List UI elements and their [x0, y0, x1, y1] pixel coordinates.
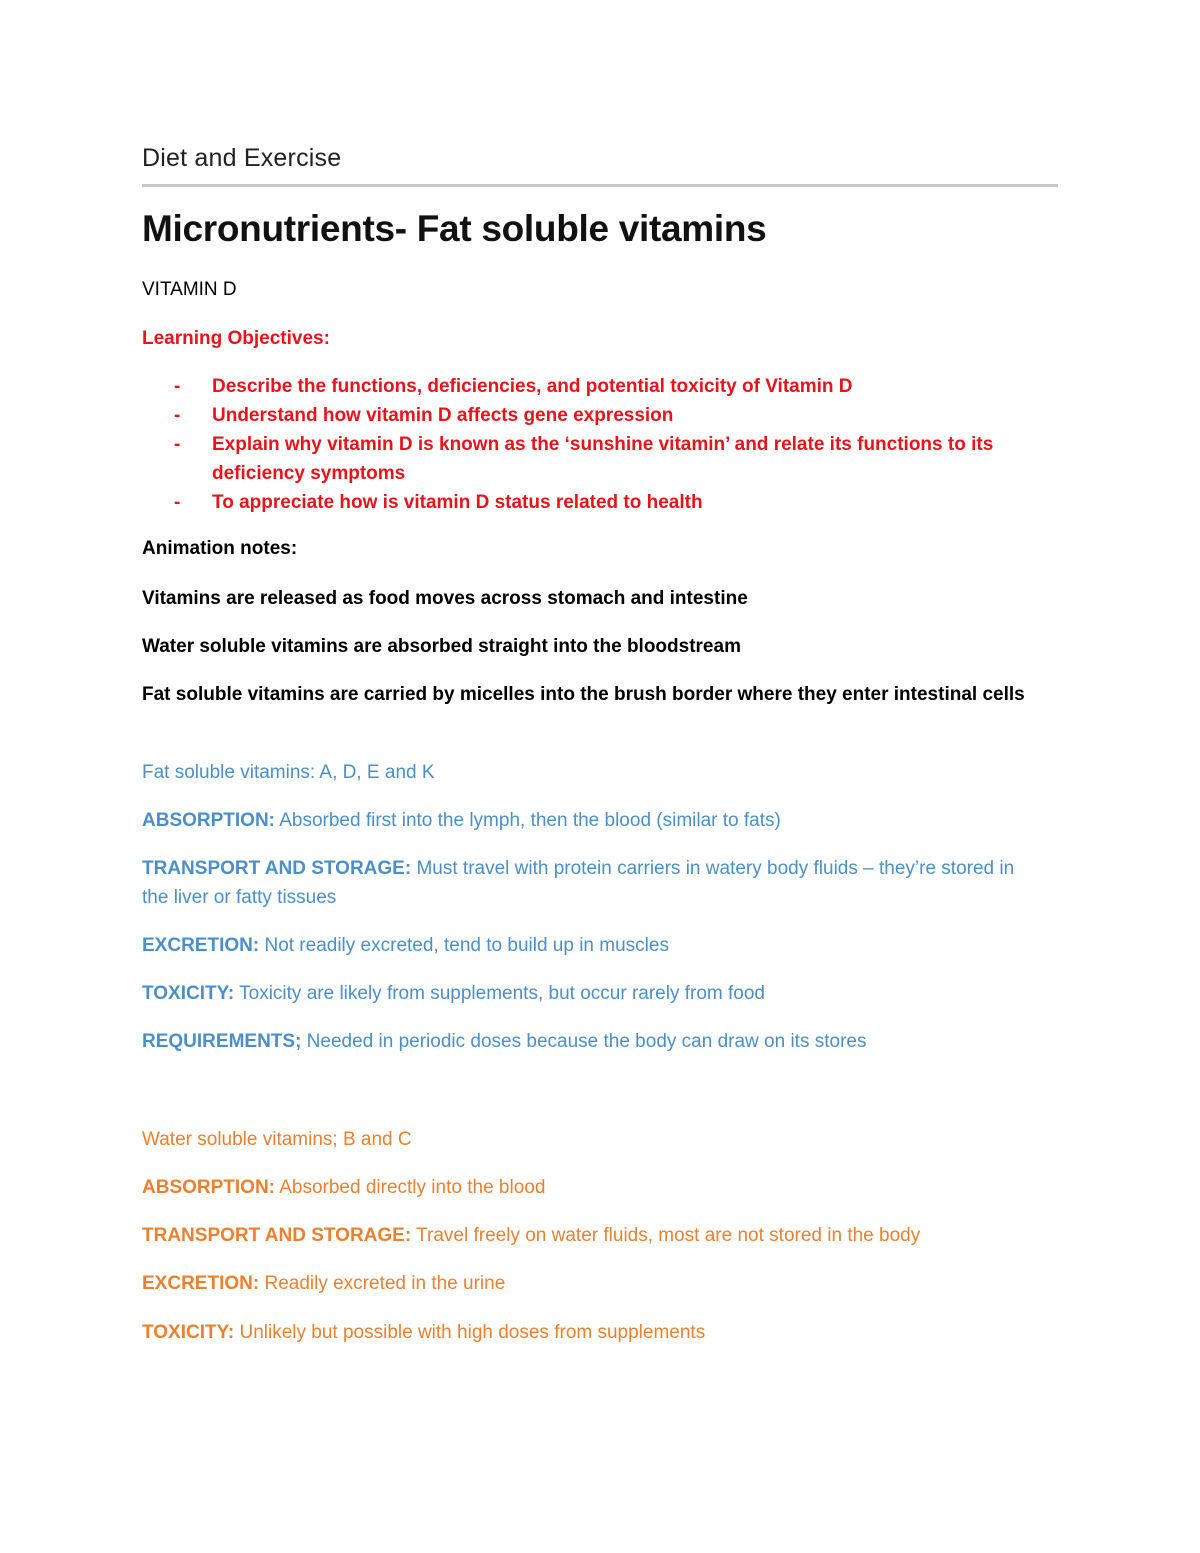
- fat-soluble-row: [142, 1027, 1058, 1056]
- objectives-heading: Learning Objectives:: [142, 328, 330, 349]
- water-soluble-row: [142, 1173, 1058, 1202]
- bullet-dash: -: [174, 405, 181, 426]
- objective-item: [142, 401, 1058, 430]
- section-label: VITAMIN D: [142, 279, 237, 300]
- fat-soluble-row: [142, 806, 1058, 835]
- objective-text: Explain why vitamin D is known as the ‘sunshine vitamin’ and relate its functions to its deficiency symptoms: [212, 434, 994, 484]
- animation-note: Fat soluble vitamins are carried by micelles into the brush border where they enter intestinal cells: [142, 684, 1025, 705]
- fat-soluble-row: [142, 931, 1058, 960]
- row-text: Toxicity are likely from supplements, but occur rarely from food: [234, 983, 765, 1004]
- row-text: Needed in periodic doses because the body can draw on its stores: [301, 1031, 867, 1052]
- water-soluble-row: [142, 1269, 1058, 1298]
- row-text: Travel freely on water fluids, most are not stored in the body: [411, 1225, 921, 1246]
- bullet-dash: -: [174, 376, 181, 397]
- objective-text: Describe the functions, deficiencies, and potential toxicity of Vitamin D: [212, 376, 853, 397]
- bullet-dash: -: [174, 492, 181, 513]
- animation-note: Vitamins are released as food moves across stomach and intestine: [142, 588, 748, 609]
- fat-soluble-heading: Fat soluble vitamins: A, D, E and K: [142, 762, 435, 783]
- bullet-dash: -: [174, 434, 181, 455]
- row-text: Absorbed first into the lymph, then the blood (similar to fats): [275, 810, 781, 831]
- row-text: Readily excreted in the urine: [259, 1273, 506, 1294]
- objective-text: Understand how vitamin D affects gene expression: [212, 405, 674, 426]
- page-title: Micronutrients- Fat soluble vitamins: [142, 208, 767, 249]
- row-text: Must travel with protein carriers in watery body fluids – they’re stored in the liver or fatty tissues: [142, 858, 1015, 908]
- row-text: Absorbed directly into the blood: [275, 1177, 546, 1198]
- objective-item: [142, 430, 1058, 488]
- fat-soluble-row: [142, 854, 1042, 912]
- animation-heading: Animation notes:: [142, 538, 298, 559]
- row-label: TRANSPORT AND STORAGE:: [142, 1225, 412, 1246]
- row-label: ABSORPTION:: [142, 810, 275, 831]
- objective-item: [142, 372, 1058, 401]
- row-label: EXCRETION:: [142, 1273, 260, 1294]
- header-divider: [142, 184, 1058, 187]
- row-text: Unlikely but possible with high doses from supplements: [234, 1322, 706, 1343]
- row-label: EXCRETION:: [142, 935, 260, 956]
- water-soluble-row: [142, 1221, 1058, 1250]
- row-text: Not readily excreted, tend to build up in muscles: [259, 935, 669, 956]
- row-label: TRANSPORT AND STORAGE:: [142, 858, 412, 879]
- objectives-list: [142, 372, 1058, 517]
- water-soluble-heading: Water soluble vitamins; B and C: [142, 1129, 412, 1150]
- animation-note: Water soluble vitamins are absorbed straight into the bloodstream: [142, 636, 741, 657]
- document-header-title: Diet and Exercise: [142, 144, 342, 172]
- row-label: TOXICITY:: [142, 1322, 235, 1343]
- fat-soluble-row: [142, 979, 1058, 1008]
- row-label: ABSORPTION:: [142, 1177, 275, 1198]
- row-label: REQUIREMENTS;: [142, 1031, 302, 1052]
- objective-text: To appreciate how is vitamin D status related to health: [212, 492, 703, 513]
- water-soluble-row: [142, 1318, 1058, 1347]
- row-label: TOXICITY:: [142, 983, 235, 1004]
- objective-item: [142, 488, 1058, 517]
